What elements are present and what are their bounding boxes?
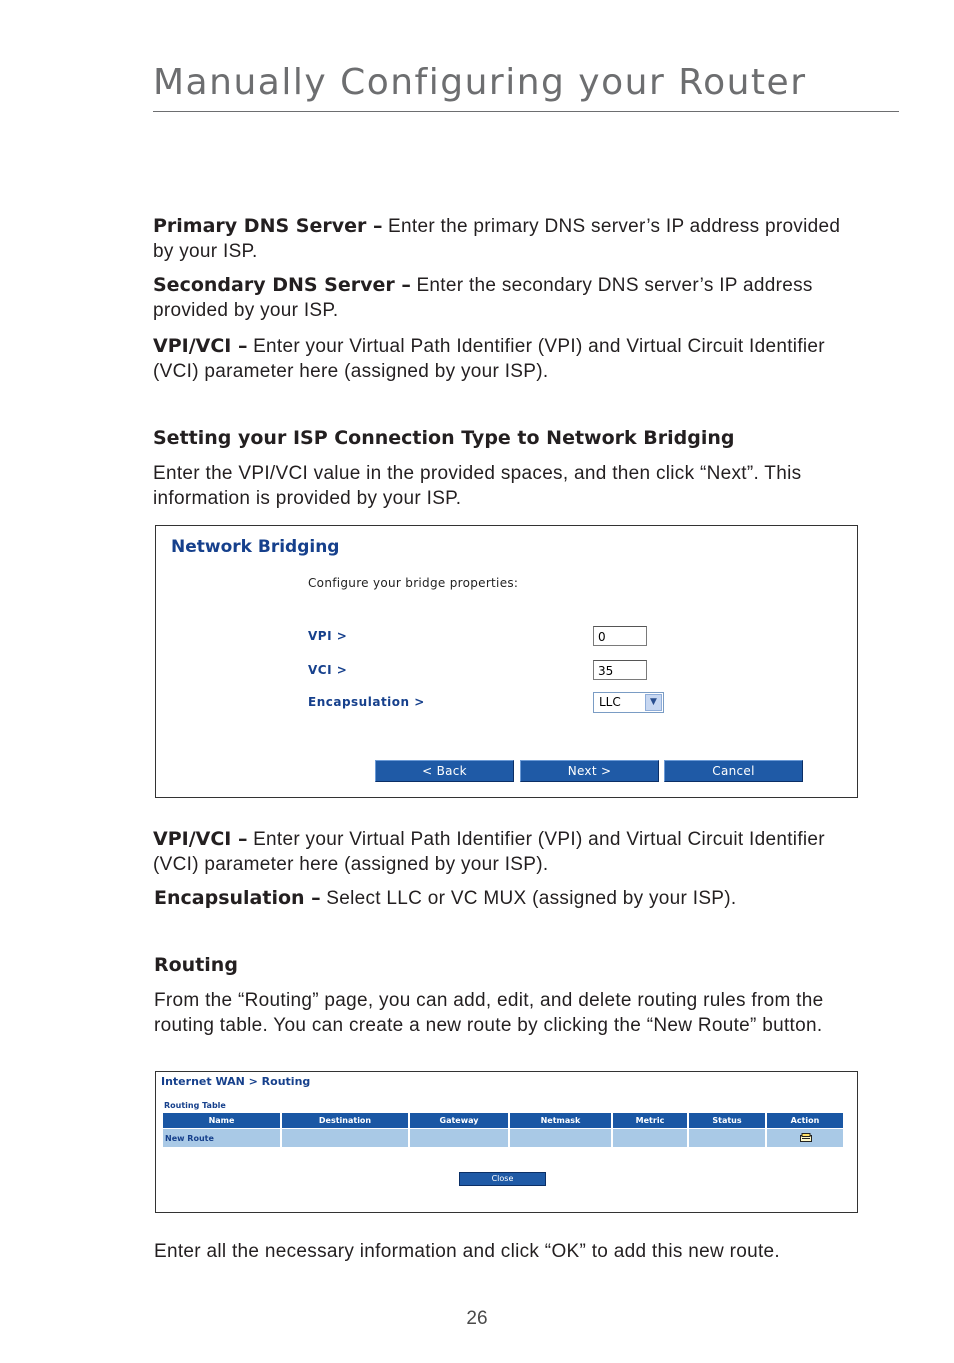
primary-dns-term: Primary DNS Server – <box>153 215 383 237</box>
vpi-vci-term-2: VPI/VCI – <box>153 828 248 850</box>
encapsulation-value: LLC <box>599 695 621 709</box>
encapsulation-label: Encapsulation > <box>308 695 425 709</box>
primary-dns-paragraph <box>153 214 853 264</box>
vpi-vci-paragraph-2 <box>153 827 853 877</box>
action-cell <box>767 1128 843 1147</box>
back-button[interactable]: < Back <box>375 760 514 782</box>
vpi-vci-text: Enter your Virtual Path Identifier (VPI) and Virtual Circuit Identifier (VCI) parameter here (assigned by your ISP). <box>153 336 825 382</box>
vpi-input[interactable]: 0 <box>593 626 647 646</box>
bridge-properties-label: Configure your bridge properties: <box>308 576 519 590</box>
routing-table <box>161 1113 845 1147</box>
primary-dns-text: Enter the primary DNS server’s IP address provided by your ISP. <box>153 216 841 262</box>
encapsulation-paragraph <box>154 886 854 911</box>
vpi-vci-term: VPI/VCI – <box>153 335 248 357</box>
routing-screenshot <box>155 1071 858 1213</box>
chevron-down-icon[interactable]: ▼ <box>645 694 662 711</box>
routing-heading: Routing <box>154 954 238 976</box>
table-cell <box>613 1128 687 1147</box>
encapsulation-term: Encapsulation – <box>154 887 321 909</box>
routing-outro: Enter all the necessary information and click “OK” to add this new route. <box>154 1241 780 1262</box>
table-cell <box>689 1128 765 1147</box>
secondary-dns-paragraph <box>153 273 853 323</box>
table-cell <box>410 1128 508 1147</box>
bridging-heading: Setting your ISP Connection Type to Network Bridging <box>153 427 735 449</box>
col-netmask: Netmask <box>510 1113 611 1128</box>
page-number: 26 <box>466 1308 488 1329</box>
vci-label: VCI > <box>308 663 348 677</box>
network-bridging-title: Network Bridging <box>171 537 340 557</box>
network-bridging-screenshot <box>155 525 858 798</box>
vpi-label: VPI > <box>308 629 348 643</box>
new-route-link[interactable]: New Route <box>163 1128 280 1147</box>
col-metric: Metric <box>613 1113 687 1128</box>
breadcrumb: Internet WAN > Routing <box>161 1075 311 1088</box>
table-row <box>163 1128 843 1147</box>
col-status: Status <box>689 1113 765 1128</box>
col-gateway: Gateway <box>410 1113 508 1128</box>
table-cell <box>282 1128 408 1147</box>
col-action: Action <box>767 1113 843 1128</box>
vpi-vci-text-2: Enter your Virtual Path Identifier (VPI) and Virtual Circuit Identifier (VCI) parameter here (assigned by your ISP). <box>153 829 825 875</box>
vci-input[interactable]: 35 <box>593 660 647 680</box>
title-divider <box>153 111 899 112</box>
vpi-vci-paragraph <box>153 334 853 384</box>
encapsulation-select[interactable] <box>593 692 664 713</box>
secondary-dns-term: Secondary DNS Server – <box>153 274 411 296</box>
routing-intro: From the “Routing” page, you can add, edit, and delete routing rules from the routing table. You can create a new route by clicking the “New Route” button. <box>154 990 824 1036</box>
col-name: Name <box>163 1113 280 1128</box>
table-cell <box>510 1128 611 1147</box>
next-button[interactable]: Next > <box>520 760 659 782</box>
bridging-intro: Enter the VPI/VCI value in the provided spaces, and then click “Next”. This information is provided by your ISP. <box>153 463 802 509</box>
encapsulation-text: Select LLC or VC MUX (assigned by your ISP). <box>320 888 737 909</box>
close-button[interactable]: Close <box>459 1172 546 1186</box>
routing-table-title: Routing Table <box>164 1101 226 1110</box>
cancel-button[interactable]: Cancel <box>664 760 803 782</box>
secondary-dns-text: Enter the secondary DNS server’s IP address provided by your ISP. <box>153 275 813 321</box>
edit-icon[interactable] <box>800 1133 812 1142</box>
page-title: Manually Configuring your Router <box>153 62 807 103</box>
col-destination: Destination <box>282 1113 408 1128</box>
